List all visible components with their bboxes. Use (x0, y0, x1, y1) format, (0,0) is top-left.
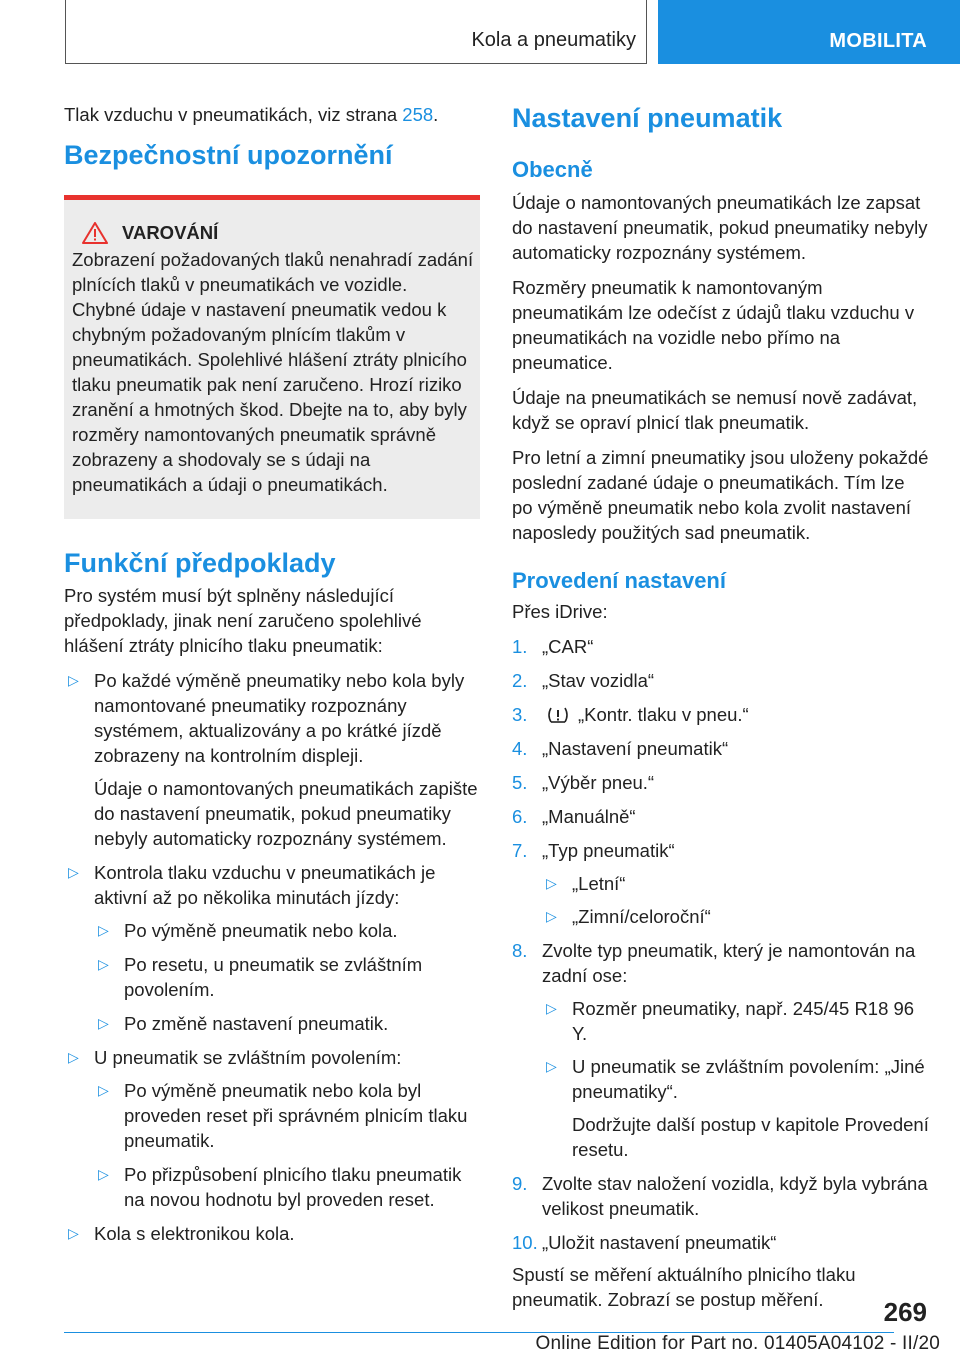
bullet-triangle-icon: ▷ (68, 1225, 79, 1241)
bullet-triangle-icon: ▷ (546, 875, 557, 891)
bullet-triangle-icon: ▷ (546, 1000, 557, 1016)
page-link[interactable]: 258 (402, 104, 434, 125)
list-item: ▷ Po výměně pneumatik nebo kola byl proveden reset při správném plnicím tlaku pneumatik. (98, 1080, 468, 1151)
list-item: 5. „Výběr pneu.“ (512, 772, 655, 793)
warning-icon (82, 222, 108, 244)
general-heading: Obecně (512, 157, 593, 182)
bullet-triangle-icon: ▷ (68, 672, 79, 688)
list-item: 4. „Nastavení pneumatik“ (512, 738, 729, 759)
footer-edition: Online Edition for Part no. 01405A04102 - II/20 (535, 1333, 940, 1354)
chapter-tab: MOBILITA (658, 0, 960, 64)
bullet-triangle-icon: ▷ (68, 864, 79, 880)
safety-heading: Bezpečnostní upozornění (64, 140, 393, 170)
list-item: ▷ Po přizpůsobení plnicího tlaku pneumatik na novou hodnotu byl proveden reset. (98, 1164, 462, 1210)
list-item: 7. „Typ pneumatik“ ▷ „Letní“ ▷ „Zimní/celoroční“ (512, 838, 930, 929)
bullet-triangle-icon: ▷ (98, 1166, 109, 1182)
bullet-triangle-icon: ▷ (98, 922, 109, 938)
list-item: ▷ Kola s elektronikou kola. (68, 1223, 295, 1244)
intro-paragraph: Tlak vzduchu v pneumatikách, viz strana 258. (64, 104, 439, 125)
settings-heading: Nastavení pneumatik (512, 103, 783, 133)
bullet-triangle-icon: ▷ (546, 908, 557, 924)
bullet-triangle-icon: ▷ (98, 1015, 109, 1031)
bullet-triangle-icon: ▷ (68, 1049, 79, 1065)
list-item: ▷ „Zimní/celoroční“ (546, 906, 711, 927)
list-item: ▷ Kontrola tlaku vzduchu v pneumatikách je aktivní až po několika minutách jízdy: ▷ Po výměně pneumatik nebo kola. ▷ Po resetu, u pneumatik se zvláštním povolením. ▷ Po změně nastavení pneumatik. (64, 860, 480, 1036)
bullet-triangle-icon: ▷ (98, 956, 109, 972)
page-number: 269 (883, 1297, 927, 1327)
closing-paragraph: Spustí se měření aktuálního plnicího tlaku pneumatik. Zobrazí se postup měření. (512, 1264, 856, 1310)
setup-heading: Provedení nastavení (512, 568, 726, 593)
general-paragraph: Údaje na pneumatikách se nemusí nově zadávat, když se opraví plnicí tlak pneumatik. (512, 387, 918, 433)
section-title: Kola a pneumatiky (471, 29, 636, 51)
list-item: 8. Zvolte typ pneumatik, který je namontován na zadní ose: ▷ Rozměr pneumatiky, např. 245/45 R18 96 Y. ▷ U pneumatik se zvláštním povolením: „Jiné pneumatiky“. Dodržujte další postup v kapitole Provedení resetu. (512, 940, 929, 1160)
general-paragraph: Údaje o namontovaných pneumatikách lze zapsat do nastavení pneumatik, pokud pneumatiky nebyly automaticky rozpoznány systémem. (512, 192, 928, 263)
list-item: ▷ Po resetu, u pneumatik se zvláštním povolením. (98, 954, 423, 1000)
list-item: 1. „CAR“ (512, 636, 594, 657)
list-item: ▷ Po změně nastavení pneumatik. (98, 1013, 389, 1034)
list-item: 9. Zvolte stav naložení vozidla, když byla vybrána velikost pneumatik. (512, 1173, 928, 1219)
prereq-paragraph: Pro systém musí být splněny následující předpoklady, jinak není zaručeno spolehlivé hlášení ztráty plnicího tlaku pneumatik: (64, 585, 422, 656)
tire-pressure-icon (546, 705, 570, 725)
list-item: ▷ Rozměr pneumatiky, např. 245/45 R18 96 Y. (546, 998, 915, 1044)
warning-box (64, 195, 480, 519)
list-item: 10. „Uložit nastavení pneumatik“ (512, 1232, 777, 1253)
list-item: ▷ „Letní“ (546, 873, 626, 894)
list-item: 3. „Kontr. tlaku v pneu.“ (512, 704, 749, 725)
list-item: 2. „Stav vozidla“ (512, 670, 655, 691)
list-item: ▷ U pneumatik se zvláštním povolením: „Jiné pneumatiky“. Dodržujte další postup v kapitole Provedení resetu. (546, 1056, 929, 1160)
right-column (512, 102, 930, 1322)
bullet-triangle-icon: ▷ (546, 1058, 557, 1074)
warning-title: VAROVÁNÍ (122, 222, 219, 243)
list-item: ▷ U pneumatik se zvláštním povolením: ▷ Po výměně pneumatik nebo kola byl proveden reset při správném plnicím tlaku pneumatik. ▷ Po přizpůsobení plnicího tlaku pneumatik na novou hodnotu byl proveden reset. (64, 1045, 480, 1212)
general-paragraph: Rozměry pneumatik k namontovaným pneumatikám lze odečíst z údajů tlaku vzduchu v pneumatikách na vozidle nebo přímo na pneumatice. (512, 277, 915, 373)
prereq-list (64, 668, 480, 1246)
bullet-triangle-icon: ▷ (98, 1082, 109, 1098)
general-paragraph: Pro letní a zimní pneumatiky jsou uloženy pokaždé poslední zadané údaje o pneumatikách. Tím lze po výměně pneumatik nebo kola zvolit nastavení naposledy použitých sad pneumatik. (512, 447, 929, 543)
prereq-heading: Funkční předpoklady (64, 548, 336, 578)
left-column (64, 102, 480, 1255)
warning-text: Zobrazení požadovaných tlaků nenahradí zadání plnících tlaků v pneumatikách ve vozidle. Chybné údaje v nastavení pneumatik vedou k chybným požadovaným plnícím tlakům v pneumatikách. Spolehlivé hlášení ztráty plnicího tlaku pneumatik pak není zaručeno. Hrozí riziko zranění a hmotných škod. Dbejte na to, aby byly rozměry namontovaných pneumatik správně zobrazeny a shodovaly se s údaji na pneumatikách a údaji o pneumatikách. (72, 249, 474, 495)
list-item: ▷ Po každé výměně pneumatiky nebo kola byly namontované pneumatiky rozpoznány systémem, aktualizovány a po krátké jízdě zobrazeny na kontrolním displeji. Údaje o namontovaných pneumatikách zapište do nastavení pneumatik, pokud pneumatiky nebyly automaticky rozpoznány systémem. (68, 670, 478, 849)
via-idrive: Přes iDrive: (512, 601, 608, 622)
steps-list (512, 634, 930, 1255)
list-item: ▷ Po výměně pneumatik nebo kola. (98, 920, 398, 941)
list-item: 6. „Manuálně“ (512, 806, 636, 827)
